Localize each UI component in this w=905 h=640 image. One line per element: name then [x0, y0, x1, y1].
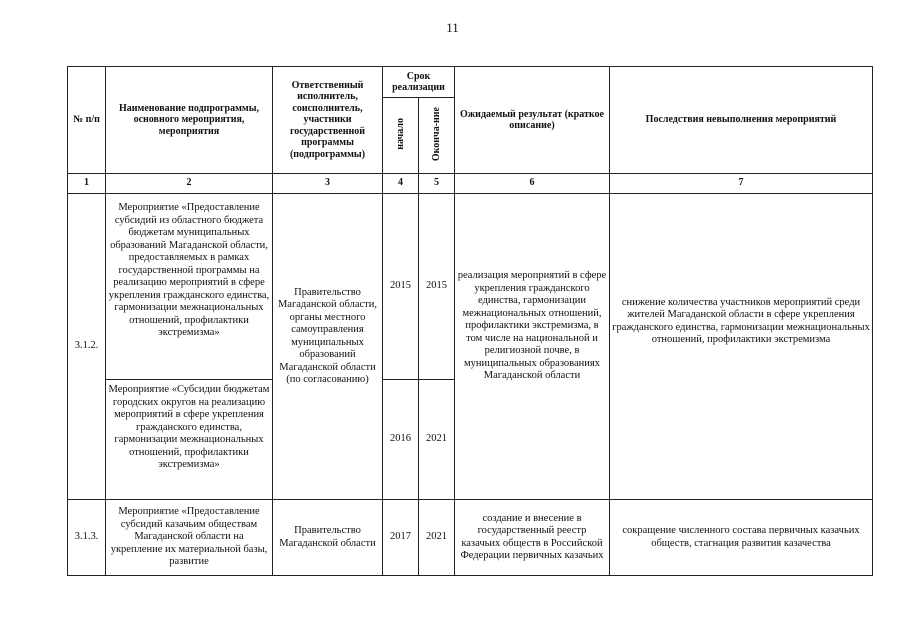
- start-year: 2016: [383, 380, 419, 500]
- consequences: сокращение численного состава первичных казачьих обществ, стагнация развития казачества: [610, 500, 873, 576]
- responsible-party: Правительство Магаданской области, органы местного самоуправления муниципальных образований Магаданской области (по согласованию): [273, 194, 383, 500]
- col-number-3: 3: [273, 174, 383, 194]
- consequences: снижение количества участников мероприятий среди жителей Магаданской области в сфере укрепления гражданского единства, гармонизации межнациональных отношений, профилактики экстремизма: [610, 194, 873, 500]
- activity-name: Мероприятие «Предоставление субсидий казачьим обществам Магаданской области на укрепление их материальной базы, развитие: [106, 500, 273, 576]
- end-year: 2015: [419, 194, 455, 380]
- activity-name: Мероприятие «Субсидии бюджетам городских округов на реализацию мероприятий в сфере укрепления гражданского единства, гармонизации межнациональных отношений, профилактики экстремизма»: [106, 380, 273, 500]
- header-name: Наименование подпрограммы, основного мероприятия, мероприятия: [106, 67, 273, 174]
- header-consequences: Последствия невыполнения мероприятий: [610, 67, 873, 174]
- header-result: Ожидаемый результат (краткое описание): [455, 67, 610, 174]
- program-table: [67, 66, 873, 576]
- page-number: 11: [446, 20, 459, 35]
- expected-result: реализация мероприятий в сфере укрепления гражданского единства, гармонизации межнациональных отношений, профилактики экстремизма, в том числе на национальной и религиозной почве, в муниципальных образованиях Магаданской области: [455, 194, 610, 500]
- col-number-6: 6: [455, 174, 610, 194]
- header-end: Оконча-ние: [430, 106, 442, 161]
- column-numbers-row: [68, 174, 873, 194]
- header-num: № п/п: [68, 67, 106, 174]
- col-number-1: 1: [68, 174, 106, 194]
- col-number-7: 7: [610, 174, 873, 194]
- col-number-2: 2: [106, 174, 273, 194]
- header-start: начало: [394, 117, 406, 150]
- start-year: 2017: [383, 500, 419, 576]
- header-end-cell: [419, 98, 455, 174]
- responsible-party: Правительство Магаданской области: [273, 500, 383, 576]
- header-start-cell: [383, 98, 419, 174]
- col-number-5: 5: [419, 174, 455, 194]
- col-number-4: 4: [383, 174, 419, 194]
- expected-result: создание и внесение в государственный реестр казачьих обществ в Российской Федерации первичных казачьих: [455, 500, 610, 576]
- row-number: 3.1.3.: [68, 500, 106, 576]
- table-row: [68, 194, 873, 380]
- activity-name: Мероприятие «Предоставление субсидий из областного бюджета бюджетам муниципальных образований Магаданской области, предоставляемых в рамках государственной программы на реализацию мероприятий в сфере укрепления гражданского единства, гармонизации межнациональных отношений, профилактики экстремизма»: [106, 194, 273, 380]
- header-responsible: Ответственный исполнитель, соисполнитель, участники государственной программы (подпрограммы): [273, 67, 383, 174]
- start-year: 2015: [383, 194, 419, 380]
- table-row: [68, 500, 873, 576]
- end-year: 2021: [419, 380, 455, 500]
- header-period: Срок реализации: [383, 67, 455, 98]
- end-year: 2021: [419, 500, 455, 576]
- row-number: 3.1.2.: [68, 194, 106, 500]
